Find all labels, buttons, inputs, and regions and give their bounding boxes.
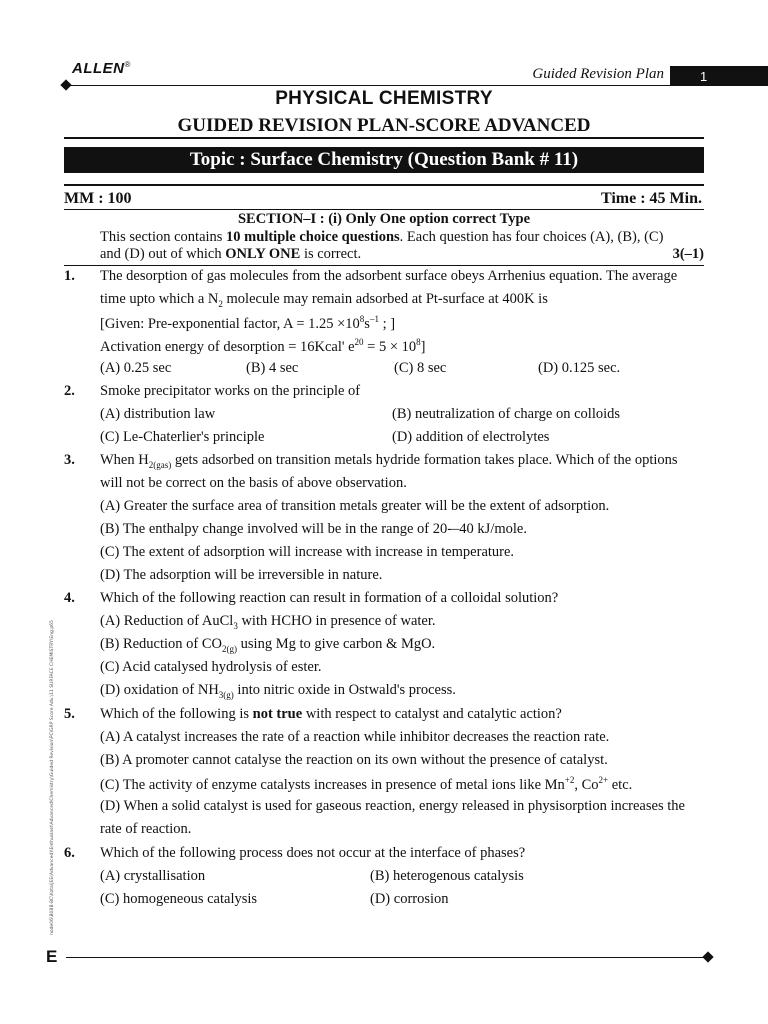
q1-given: [Given: Pre-exponential factor, $A = 1.25 \times 10^8s^{-1}$ ; ] [100,314,396,332]
option-d[interactable]: (D) 0.125 sec. [538,360,621,376]
q1-stem-line: The desorption of gas molecules from the adsorbent surface obeys Arrhenius equation. The average [100,268,678,284]
brand-logo: ALLEN® [72,60,131,77]
q3-stem-line: will not be correct on the basis of above observation. [100,475,407,491]
question-number: 6. [64,845,75,861]
plan-title: GUIDED REVISION PLAN-SCORE ADVANCED [177,115,591,136]
topic-banner: Topic : Surface Chemistry (Question Bank # 11) [64,147,704,173]
footer-letter: E [46,947,58,966]
q1-stem-line: time upto which a $N_2$ molecule may remain adsorbed at Pt-surface at 400K is [100,291,548,309]
option-d[interactable]: (D) oxidation of $NH_{3(g)}$ into nitric oxide in Ostwald's process. [100,682,456,700]
option-c[interactable]: (C) 8 sec [394,360,447,376]
q6-stem: Which of the following process does not occur at the interface of phases? [100,845,526,861]
plan-label: Guided Revision Plan [532,66,664,82]
section-rule [64,265,704,266]
option-b[interactable]: (B) neutralization of charge on colloids [392,406,621,422]
option-b[interactable]: (B) The enthalpy change involved will be in the range of 20-–40 kJ/mole. [100,521,527,537]
marking-scheme: 3(–1) [672,246,704,262]
topic-rule [64,184,704,186]
question-number: 3. [64,452,75,468]
option-d[interactable]: (D) When a solid catalyst is used for gaseous reaction, energy released in physisorption increases the [100,798,685,814]
option-b[interactable]: (B) heterogenous catalysis [370,868,524,884]
option-a[interactable]: (A) crystallisation [100,868,206,884]
q2-stem: Smoke precipitator works on the principle of [100,383,361,399]
option-c[interactable]: (C) The extent of adsorption will increase with increase in temperature. [100,544,515,560]
side-file-path: node06\B0BB-BC\Kota\JEE(Advanced)\Enthusiast\Advanced\Chemistry\Guided Revision\PC\GRP Score Adv.\11 SURFACE CHEMISTRY\Eng.p65 [50,620,55,935]
q4-stem: Which of the following reaction can result in formation of a colloidal solution? [100,590,559,606]
option-b[interactable]: (B) Reduction of $CO_{2(g)}$ using Mg to give carbon & MgO. [100,636,436,654]
option-c[interactable]: (C) homogeneous catalysis [100,891,258,907]
exam-rule [64,209,704,210]
question-number: 1. [64,268,75,284]
option-c[interactable]: (C) The activity of enzyme catalysts increases in presence of metal ions like $Mn^{+2}$, $Co^{2+}$ etc. [100,775,633,793]
exam-time: Time : 45 Min. [600,190,702,207]
section-heading: SECTION–I : (i) Only One option correct Type [237,211,531,227]
option-a[interactable]: (A) Reduction of AuCl$_3$ with HCHO in presence of water. [100,613,436,631]
option-a[interactable]: (A) Greater the surface area of transition metals greater will be the extent of adsorption. [100,498,610,514]
q5-stem: Which of the following is not true with respect to catalyst and catalytic action? [100,706,562,722]
q3-stem-line: When $H_{2(gas)}$ gets adsorbed on transition metals hydride formation takes place. Which of the options [100,452,678,470]
option-d[interactable]: (D) addition of electrolytes [392,429,550,445]
section-intro: This section contains 10 multiple choice questions. Each question has four choices (A), (B), (C) and (D) out of which ONLY ONE is correct. [100,229,664,262]
option-b[interactable]: (B) 4 sec [246,360,299,376]
question-number: 4. [64,590,75,606]
subject-title: PHYSICAL CHEMISTRY [275,88,493,109]
option-c[interactable]: (C) Le-Chaterlier's principle [100,429,265,445]
question-number: 5. [64,706,75,722]
q1-given: Activation energy of desorption = 16Kcal' $e^{20} = 5 \times 10^8$] [100,337,426,355]
question-number: 2. [64,383,75,399]
page-number-tab [670,66,768,86]
option-d[interactable]: (D) corrosion [370,891,449,907]
option-a[interactable]: (A) distribution law [100,406,216,422]
option-d[interactable]: (D) The adsorption will be irreversible in nature. [100,567,383,583]
max-marks: MM : 100 [64,190,132,207]
option-c[interactable]: (C) Acid catalysed hydrolysis of ester. [100,659,322,675]
option-b[interactable]: (B) A promoter cannot catalyse the reaction on its own without the presence of catalyst. [100,752,608,768]
option-a[interactable]: (A) A catalyst increases the rate of a reaction while inhibitor decreases the reaction rate. [100,729,610,745]
option-d-continued: rate of reaction. [100,821,192,837]
option-a[interactable]: (A) 0.25 sec [100,360,172,376]
page-number: 1 [700,69,708,84]
footer-rule [66,957,706,958]
title-rule [64,137,704,139]
footer-diamond-right [702,951,713,962]
header-rule [66,85,670,86]
